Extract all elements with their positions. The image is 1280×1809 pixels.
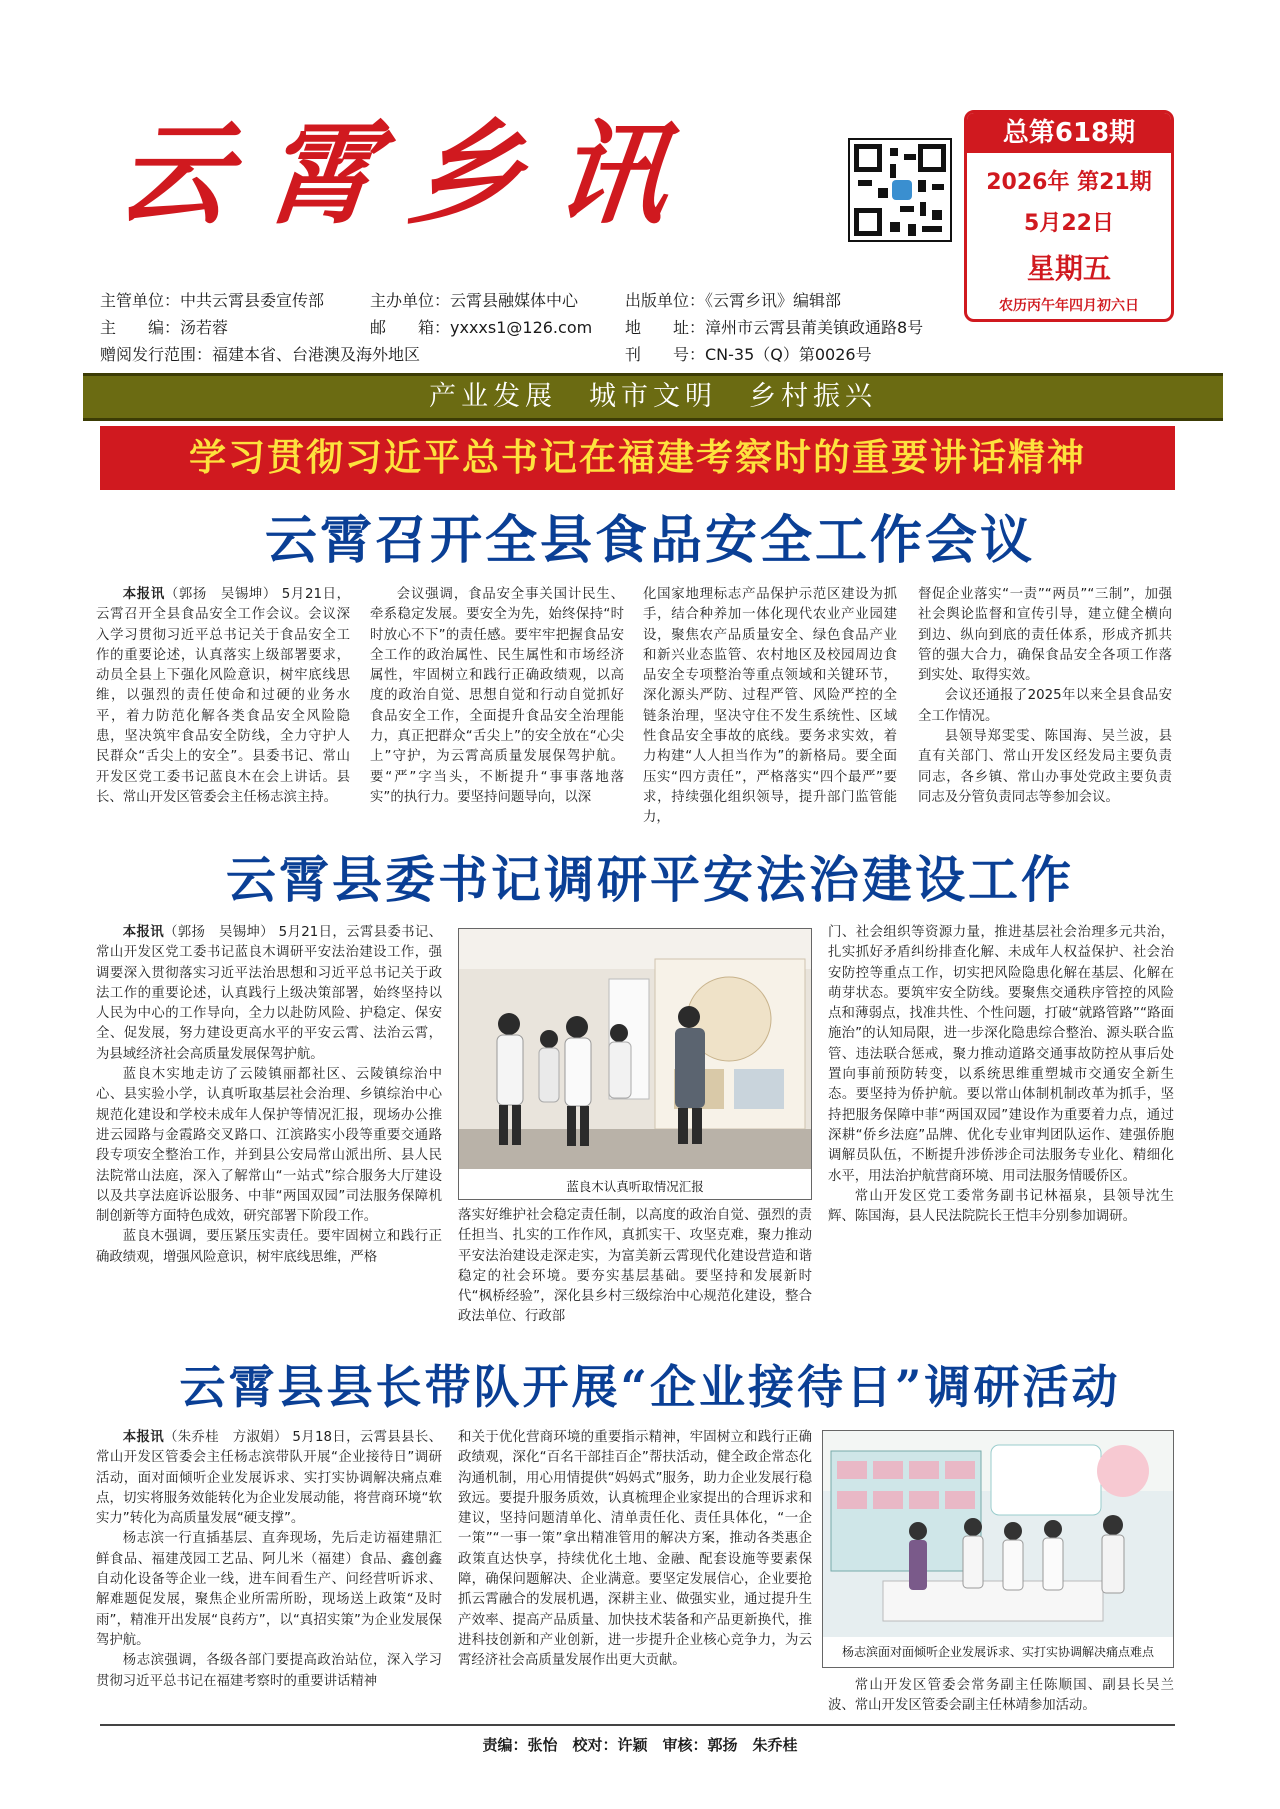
qr-code-icon [848,138,952,242]
article2-headline: 云霄县委书记调研平安法治建设工作 [226,850,1074,909]
article3-paragraph: 5月18日，云霄县县长、常山开发区管委会主任杨志滨带队开展“企业接待日”调研活动，面对面倾听企业发展诉求、实打实协调解决痛点难点，切实将服务效能转化为企业发展动能，将营商环境“软实力”转化为高质量发展“硬支撑”。 [96,1430,443,1527]
article1-paragraph: 5月21日，云霄召开全县食品安全工作会议。会议深入学习贯彻习近平总书记关于食品安全工作的重要论述，认真落实上级部署要求，动员全县上下强化风险意识，树牢底线思维，以强烈的责任使命和过硬的业务水平，着力防范化解各类食品安全风险隐患，坚决筑牢食品安全防线，全力守护人民群众“舌尖上的安全”。县委书记、常山开发区党工委书记蓝良木在会上讲话。县长、常山开发区管委会主任杨志滨主持。 [96,587,351,805]
article1-paragraph: 会议强调，食品安全事关国计民生、牵系稳定发展。要安全为先，始终保持“时时放心不下”的责任感。要牢牢把握食品安全工作的政治属性、民生属性和市场经济属性，牢固树立和践行正确政绩观，以高度的政治自觉、思想自觉和行动自觉抓好食品安全工作，全面提升食品安全治理能力，真正把群众“舌尖上”的安全放在“心尖上”守护，为云霄高质量发展保驾护航。要“严”字当头，不断提升“事事落地落实”的执行力。要坚持问题导向，以深 [370,587,624,805]
newspaper-title: 云霄乡讯 [111,109,709,240]
article3-authors: （朱乔桂 方淑娟） [164,1430,288,1445]
article1-column-4 [918,585,1172,808]
editor-info: 主 编：汤若蓉 [100,318,229,337]
article1-column-2 [370,585,624,808]
publisher-info: 出版单位：《云霄乡讯》编辑部 [625,291,842,310]
article3-column-3 [828,1676,1174,1717]
article1-column-1 [96,585,350,808]
article1-byline: 本报讯 [122,587,165,602]
masthead [111,100,838,250]
article3-byline: 本报讯 [122,1430,165,1445]
theme-banner: 学习贯彻习近平总书记在福建考察时的重要讲话精神 [100,426,1175,490]
article2-paragraph: 门、社会组织等资源力量，推进基层社会治理多元共治，扎实抓好矛盾纠纷排查化解、未成年人权益保护、社会治安防控等重点工作，切实把风险隐患化解在基层、化解在萌芽状态。要筑牢安全防线。要聚焦交通秩序管控的风险点和薄弱点，找准共性、个性问题，打破“就路管路”“路面施治”的认知局限，进一步深化隐患综合整治、源头联合监管、违法联合惩戒，聚力推动道路交通事故防控从事后处置向事前预防转变，以系统思维重塑城市交通安全新生态。要坚持为侨护航。要以常山体制机制改革为抓手，坚持把服务保障中菲“两国双园”建设作为重要着力点，通过深耕“侨乡法庭”品牌、优化专业审判团队运作、建强侨胞调解员队伍，不断提升涉侨涉企司法服务专业化、精细化水平，用法治护航营商环境、用司法服务情暖侨区。 [828,925,1174,1184]
article2-photo-caption: 蓝良木认真听取情况汇报 [566,1179,704,1194]
article2-column-3 [828,923,1174,1227]
article2-paragraph: 5月21日，云霄县委书记、常山开发区党工委书记蓝良木调研平安法治建设工作，强调要深入贯彻落实习近平法治思想和习近平总书记关于政法工作的重要论述，认真践行上级决策部署，始终坚持以人民为中心的工作导向，全力以赴防风险、护稳定、保安全、促发展，努力建设更高水平的平安云霄、法治云霄，为县域经济社会高质量发展保驾护航。 [96,925,443,1062]
footer-divider [100,1724,1175,1726]
distribution-info: 赠阅发行范围：福建本省、台港澳及海外地区 [100,345,421,364]
issue-date-box [964,110,1174,322]
address-info: 地 址：漳州市云霄县莆美镇政通路8号 [625,318,924,337]
article1-paragraph: 化国家地理标志产品保护示范区建设为抓手，结合种养加一体化现代农业产业园建设，聚焦农产品质量安全、绿色食品产业和新兴业态监管、农村地区及校园周边食品安全专项整治等重点领域和关键环节，深化源头严防、过程严管、风险严控的全链条治理，坚决守住不发生系统性、区域性食品安全事故的底线。要务求实效，着力构建“人人担当作为”的新格局。要全面压实“四方责任”，严格落实“四个最严”要求，持续强化组织领导，提升部门监管能力， [643,587,897,826]
article1-headline: 云霄召开全县食品安全工作会议 [264,510,1035,571]
article3-photo-caption: 杨志滨面对面倾听企业发展诉求、实打实协调解决痛点难点 [841,1645,1154,1659]
article3-paragraph: 和关于优化营商环境的重要指示精神，牢固树立和践行正确政绩观，深化“百名干部挂百企”帮扶活动，健全政企常态化沟通机制，用心用情提供“妈妈式”服务，助力企业发展行稳致远。要提升服务质效，认真梳理企业家提出的合理诉求和建议，坚持问题清单化、清单责任化、责任具体化，“一企一策”“一事一策”拿出精准管用的解决方案，推动各类惠企政策直达快享，持续优化土地、金融、配套设施等要素保障，确保问题解决、企业满意。要坚定发展信心，企业要抢抓云霄融合的发展机遇，深耕主业、做强实业，通过提升生产效率、提高产品质量、加快技术装备和产品更新换代，推进科技创新和产业创新，进一步提升企业核心竞争力，为云霄经济社会高质量发展作出更大贡献。 [458,1430,812,1669]
article3-paragraph: 杨志滨强调，各级各部门要提高政治站位，深入学习贯彻习近平总书记在福建考察时的重要讲话精神 [96,1653,442,1689]
lunar-date: 农历丙午年四月初六日 [999,298,1139,314]
issue-weekday: 星期五 [1026,252,1111,285]
article3-paragraph: 常山开发区管委会常务副主任陈顺国、副县长吴兰波、常山开发区管委会副主任林靖参加活动。 [828,1678,1174,1714]
issue-date: 5月22日 [1024,211,1114,236]
article2-byline: 本报讯 [122,925,165,940]
article3-paragraph: 杨志滨一行直插基层、直奔现场，先后走访福建鼎汇鲜食品、福建茂园工艺品、阿儿米（福建）食品、鑫创鑫自动化设备等企业一线，进车间看生产、问经营听诉求、解难题促发展，聚焦企业所需所盼，现场送上政策“及时雨”，精准开出发展“良药方”，以“真招实策”为企业发展保驾护航。 [96,1531,442,1648]
article2-paragraph: 蓝良木实地走访了云陵镇丽都社区、云陵镇综治中心、县实验小学，认真听取基层社会治理、乡镇综治中心规范化建设和学校未成年人保护等情况汇报，现场办公推进云园路与金霞路交叉路口、江滨路实小段等重要交通路段专项安全整治工作，并到县公安局常山派出所、县人民法院常山法庭，深入了解常山“一站式”综合服务大厅建设以及共享法庭诉讼服务、中菲“两国双园”司法服务保障机制创新等方面特色成效，研究部署下阶段工作。 [96,1067,442,1225]
issue-number: 2026年 第21期 [986,170,1152,195]
organizer-info: 主办单位：云霄县融媒体中心 [370,291,579,310]
factory-visit-photo-illustration [823,1431,1173,1637]
slogan-bar: 产业发展 城市文明 乡村振兴 [83,373,1223,421]
article1-paragraph: 县领导郑雯雯、陈国海、吴兰波，县直有关部门、常山开发区经发局主要负责同志，各乡镇、常山办事处党政主要负责同志及分管负责同志等参加会议。 [918,729,1172,805]
article2-paragraph: 常山开发区党工委常务副书记林福泉，县领导沈生辉、陈国海，县人民法院院长王恺丰分别参加调研。 [828,1188,1174,1225]
article1-paragraph: 会议还通报了2025年以来全县食品安全工作情况。 [918,688,1172,724]
article3-column-1 [96,1428,442,1692]
sponsor-info: 主管单位：中共云霄县委宣传部 [100,291,325,310]
article1-authors: （郭扬 吴锡坤） [164,587,277,602]
registration-info: 刊 号：CN-35（Q）第0026号 [625,345,872,364]
article1-column-3 [643,585,897,829]
email-info: 邮 箱：yxxxs1@126.com [370,318,593,337]
article2-photo [458,928,812,1200]
article2-column-2 [458,1206,812,1328]
article3-column-2 [458,1428,812,1672]
article2-paragraph: 落实好维护社会稳定责任制，以高度的政治自觉、强烈的责任担当、扎实的工作作风，真抓实干、攻坚克难，聚力推动平安法治建设走深走实，为富美新云霄现代化建设营造和谐稳定的社会环境。要夯实基层基础。要坚持和发展新时代“枫桥经验”，深化县乡村三级综治中心规范化建设，整合政法单位、行政部 [458,1208,812,1325]
article2-authors: （郭扬 吴锡坤） [164,925,275,940]
article2-column-1 [96,923,442,1268]
article2-paragraph: 蓝良木强调，要压紧压实责任。要牢固树立和践行正确政绩观，增强风险意识，树牢底线思维，严格 [96,1229,442,1265]
publication-info [100,288,960,368]
meeting-photo-illustration [459,929,811,1169]
article3-photo [822,1430,1174,1668]
footer-credits: 责编：张怡 校对：许颖 审核：郭扬 朱乔桂 [482,1736,798,1754]
article3-headline: 云霄县县长带队开展“企业接待日”调研活动 [179,1360,1121,1414]
issue-total: 总第618期 [967,113,1171,153]
article1-paragraph: 督促企业落实“一责”“两员”“三制”，加强社会舆论监督和宣传引导，建立健全横向到边、纵向到底的责任体系，形成齐抓共管的强大合力，确保食品安全各项工作落到实处、取得实效。 [918,587,1172,684]
